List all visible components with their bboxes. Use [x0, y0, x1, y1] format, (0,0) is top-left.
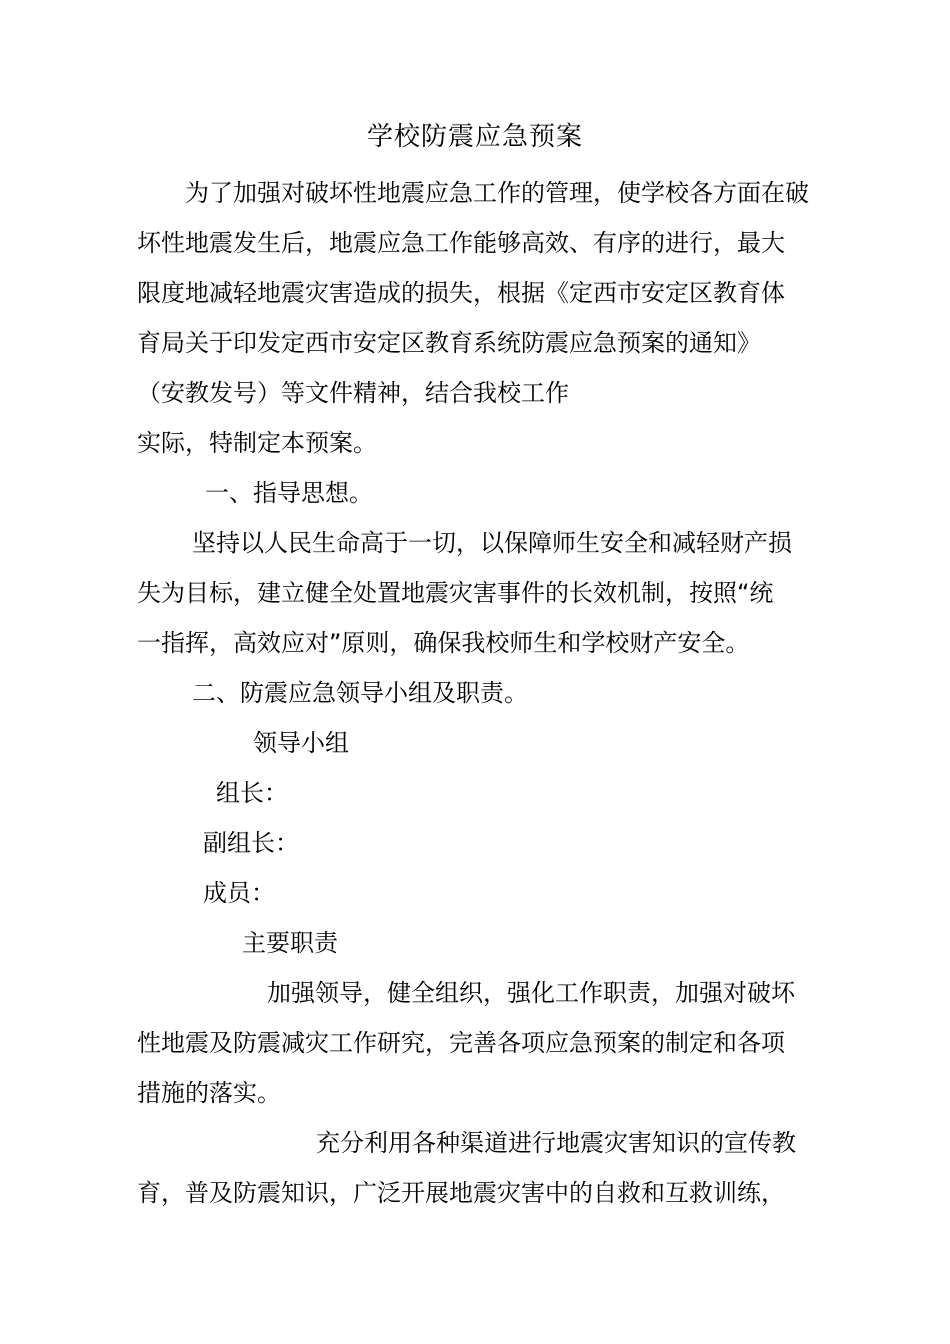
intro-line-4: 育局关于印发定西市安定区教育系统防震应急预案的通知》: [137, 329, 761, 357]
intro-line-1: 为了加强对破坏性地震应急工作的管理，使学校各方面在破: [185, 179, 809, 207]
duty2-line-1: 充分利用各种渠道进行地震灾害知识的宣传教: [316, 1129, 796, 1157]
section1-line-1: 坚持以人民生命高于一切，以保障师生安全和减轻财产损: [192, 529, 792, 557]
duty1-line-2: 性地震及防震减灾工作研究，完善各项应急预案的制定和各项: [137, 1029, 785, 1057]
section1-heading: 一、指导思想。: [205, 479, 373, 507]
duty2-line-2: 育，普及防震知识，广泛开展地震灾害中的自救和互救训练，: [137, 1179, 785, 1207]
duty1-line-1: 加强领导，健全组织，强化工作职责，加强对破坏: [267, 979, 795, 1007]
members-label: 成员：: [203, 879, 275, 907]
intro-line-3: 限度地减轻地震灾害造成的损失，根据《定西市安定区教育体: [137, 279, 785, 307]
leader-label: 组长：: [216, 779, 288, 807]
intro-line-5: （安教发号）等文件精神，结合我校工作: [137, 379, 569, 407]
document-title: 学校防震应急预案: [366, 122, 583, 152]
group-heading: 领导小组: [253, 729, 349, 757]
duty1-line-3: 措施的落实。: [137, 1079, 281, 1107]
section1-line-3: 一指挥，高效应对”原则，确保我校师生和学校财产安全。: [137, 629, 750, 657]
section1-line-2: 失为目标，建立健全处置地震灾害事件的长效机制，按照“统: [137, 579, 774, 607]
intro-line-6: 实际，特制定本预案。: [137, 429, 377, 457]
duties-heading: 主要职责: [242, 929, 338, 957]
section2-heading: 二、防震应急领导小组及职责。: [192, 679, 528, 707]
intro-line-2: 坏性地震发生后，地震应急工作能够高效、有序的进行，最大: [137, 229, 785, 257]
deputy-label: 副组长：: [203, 829, 299, 857]
